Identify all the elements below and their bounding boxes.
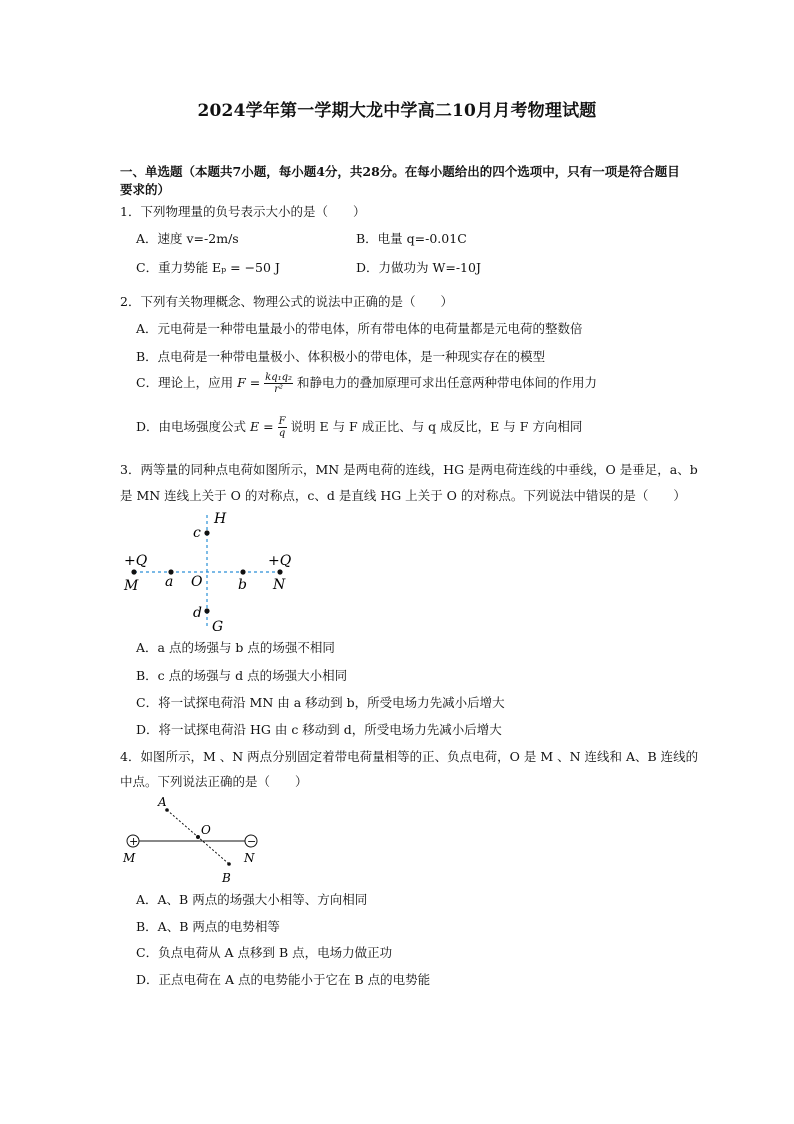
q4-option-a[interactable]: A．A、B 两点的场强大小相等、方向相同 xyxy=(136,892,368,907)
q3-option-c[interactable]: C．将一试探电荷沿 MN 由 a 移动到 b，所受电场力先减小后增大 xyxy=(136,695,505,710)
q3-option-a[interactable]: A．a 点的场强与 b 点的场强不相同 xyxy=(136,640,335,655)
q1-option-d[interactable]: D．力做功为 W=-10J xyxy=(356,260,481,275)
q2-option-c[interactable] xyxy=(136,372,597,395)
q3-label-a: a xyxy=(165,574,174,590)
q4-point-o xyxy=(196,835,200,839)
q3-label-c: c xyxy=(193,525,201,541)
section-heading-line2: 要求的） xyxy=(120,182,171,197)
q2-option-d-prefix: D．由电场强度公式 xyxy=(136,419,247,434)
q4-stem-line1: 4．如图所示，M 、N 两点分别固定着带电荷量相等的正、负点电荷，O 是 M 、N 连线和 A、B 连线的 xyxy=(120,749,699,764)
q3-stem-line1: 3．两等量的同种点电荷如图所示，MN 是两电荷的连线，HG 是两电荷连线的中垂线，O 是垂足，a、b xyxy=(120,462,698,477)
q3-label-d: d xyxy=(193,605,202,621)
q2-option-b[interactable]: B．点电荷是一种带电量极小、体积极小的带电体，是一种现实存在的模型 xyxy=(136,349,546,364)
q3-figure xyxy=(110,505,310,635)
q2-option-a[interactable]: A．元电荷是一种带电量最小的带电体，所有带电体的电荷量都是元电荷的整数倍 xyxy=(136,321,583,336)
q3-label-m: M xyxy=(124,578,139,594)
q3-point-c xyxy=(204,530,209,535)
q4-label-n: N xyxy=(244,851,255,865)
q3-label-h: H xyxy=(214,511,227,527)
q3-stem-line2: 是 MN 连线上关于 O 的对称点，c、d 是直线 HG 上关于 O 的对称点。下列说法中错误的是（ ） xyxy=(120,488,686,503)
page-title: 2024学年第一学期大龙中学高二10月月考物理试题 xyxy=(197,101,597,121)
q1-stem: 1．下列物理量的负号表示大小的是（ ） xyxy=(120,204,366,219)
q4-stem-line2: 中点。下列说法正确的是（ ） xyxy=(120,774,308,789)
q3-label-n: N xyxy=(273,577,286,593)
q4-option-d[interactable]: D．正点电荷在 A 点的电势能小于它在 B 点的电势能 xyxy=(136,972,431,987)
q2-formula-denominator: r² xyxy=(274,384,284,395)
q2-option-d[interactable] xyxy=(136,416,582,439)
q2-option-d-suffix: 说明 E 与 F 成正比、与 q 成反比，E 与 F 方向相同 xyxy=(290,419,583,434)
q2-field-formula xyxy=(278,416,287,439)
q4-figure xyxy=(112,792,272,887)
q2-option-c-prefix: C．理论上，应用 xyxy=(136,375,234,390)
q4-option-c[interactable]: C．负点电荷从 A 点移到 B 点，电场力做正功 xyxy=(136,945,393,960)
q3-option-d[interactable]: D．将一试探电荷沿 HG 由 c 移动到 d，所受电场力先减小后增大 xyxy=(136,722,502,737)
q1-option-a[interactable]: A．速度 v=-2m/s xyxy=(136,231,239,246)
q4-label-m: M xyxy=(123,851,136,865)
q3-point-m xyxy=(131,569,136,574)
q2-coulomb-formula xyxy=(264,372,293,395)
q3-label-b: b xyxy=(238,577,247,593)
q4-plus-sign: + xyxy=(129,835,139,848)
q4-label-b: B xyxy=(222,871,231,885)
q4-label-a: A xyxy=(158,795,167,809)
q3-point-d xyxy=(204,608,209,613)
q4-label-o: O xyxy=(201,823,211,837)
q3-point-n xyxy=(277,569,282,574)
q2-field-denominator: q xyxy=(278,428,286,439)
q4-point-b xyxy=(227,862,231,866)
q3-label-g: G xyxy=(212,619,224,635)
q4-option-b[interactable]: B．A、B 两点的电势相等 xyxy=(136,919,280,934)
q3-point-b xyxy=(240,569,245,574)
q4-minus-sign: − xyxy=(247,835,257,848)
q3-option-b[interactable]: B．c 点的场强与 d 点的场强大小相同 xyxy=(136,668,348,683)
q3-label-o: O xyxy=(191,574,203,590)
q1-option-c[interactable]: C．重力势能 Eₚ = −50 J xyxy=(136,260,280,275)
q2-stem: 2．下列有关物理概念、物理公式的说法中正确的是（ ） xyxy=(120,294,453,309)
section-heading-line1: 一、单选题（本题共7小题，每小题4分，共28分。在每小题给出的四个选项中，只有一项是符合题目 xyxy=(120,164,680,179)
q3-label-plusq-left: +Q xyxy=(124,553,148,569)
q2-field-numerator: F xyxy=(278,416,286,427)
q3-label-plusq-right: +Q xyxy=(268,553,292,569)
q2-option-c-suffix: 和静电力的叠加原理可求出任意两种带电体间的作用力 xyxy=(297,375,598,390)
q1-option-b[interactable]: B．电量 q=-0.01C xyxy=(356,231,467,246)
q2-formula-e-lhs: E = xyxy=(250,419,274,434)
q2-formula-lhs: F = xyxy=(237,375,261,390)
q2-formula-numerator: kq₁q₂ xyxy=(265,372,293,383)
